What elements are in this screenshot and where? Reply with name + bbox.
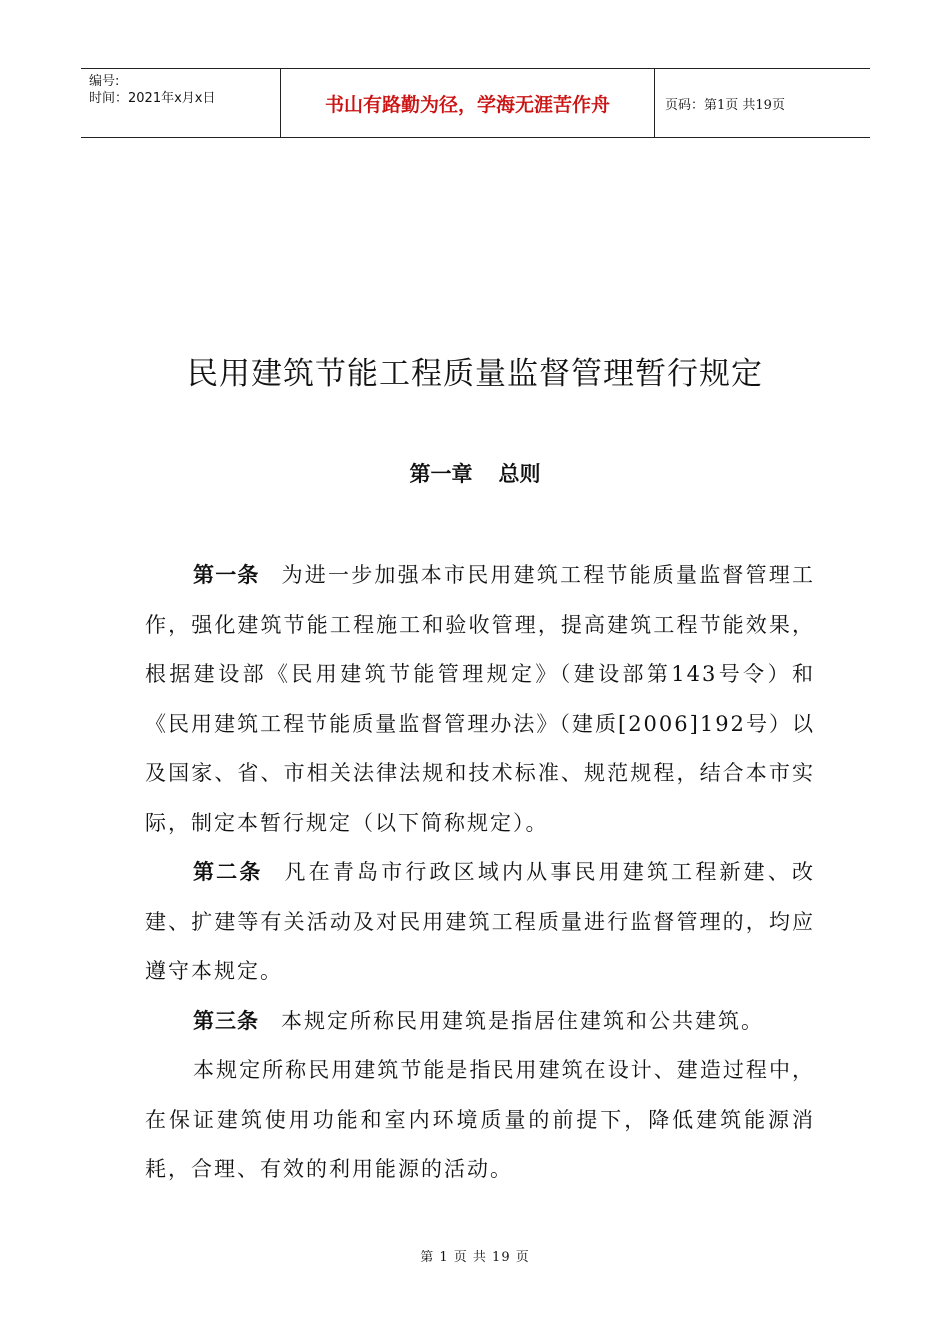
document-body [145,551,815,1195]
header-meta [81,69,281,137]
article-paragraph [145,997,815,1047]
page-footer: 第 1 页 共 19 页 [420,1250,530,1265]
chapter-number: 第一章 [409,462,473,486]
article-paragraph [145,848,815,997]
document-number-label: 编号: [89,74,120,89]
header-page-info: 页码：第1页 共19页 [665,97,785,113]
article-paragraph [145,1046,815,1195]
article-paragraph [145,551,815,848]
article-text: 本规定所称民用建筑是指居住建筑和公共建筑。 [281,1008,764,1033]
document-title: 民用建筑节能工程质量监督管理暂行规定 [187,356,763,392]
chapter-name: 总则 [498,462,541,486]
document-date: 时间：2021年x月x日 [89,91,216,106]
article-label: 第三条 [193,1008,259,1033]
article-label: 第二条 [193,860,263,884]
header-motto: 书山有路勤为径，学海无涯苦作舟 [281,69,655,137]
article-label: 第一条 [193,563,260,587]
article-text: 为进一步加强本市民用建筑工程节能质量监督管理工作，强化建筑节能工程施工和验收管理，提高建筑工程节能效果，根据建设部《民用建筑节能管理规定》（建设部第143号令）和《民用建筑工程节能质量监督管理办法》（建质[2006]192号）以及国家、省、市相关法律法规和技术标准、规范规程，结合本市实际，制定本暂行规定（以下简称规定）。 [145,563,816,835]
page-header [81,68,870,138]
article-text: 凡在青岛市行政区域内从事民用建筑工程新建、改建、扩建等有关活动及对民用建筑工程质量进行监督管理的，均应遵守本规定。 [145,860,815,983]
article-text: 本规定所称民用建筑节能是指民用建筑在设计、建造过程中，在保证建筑使用功能和室内环境质量的前提下，降低建筑能源消耗，合理、有效的利用能源的活动。 [145,1058,815,1181]
chapter-heading [0,458,950,488]
